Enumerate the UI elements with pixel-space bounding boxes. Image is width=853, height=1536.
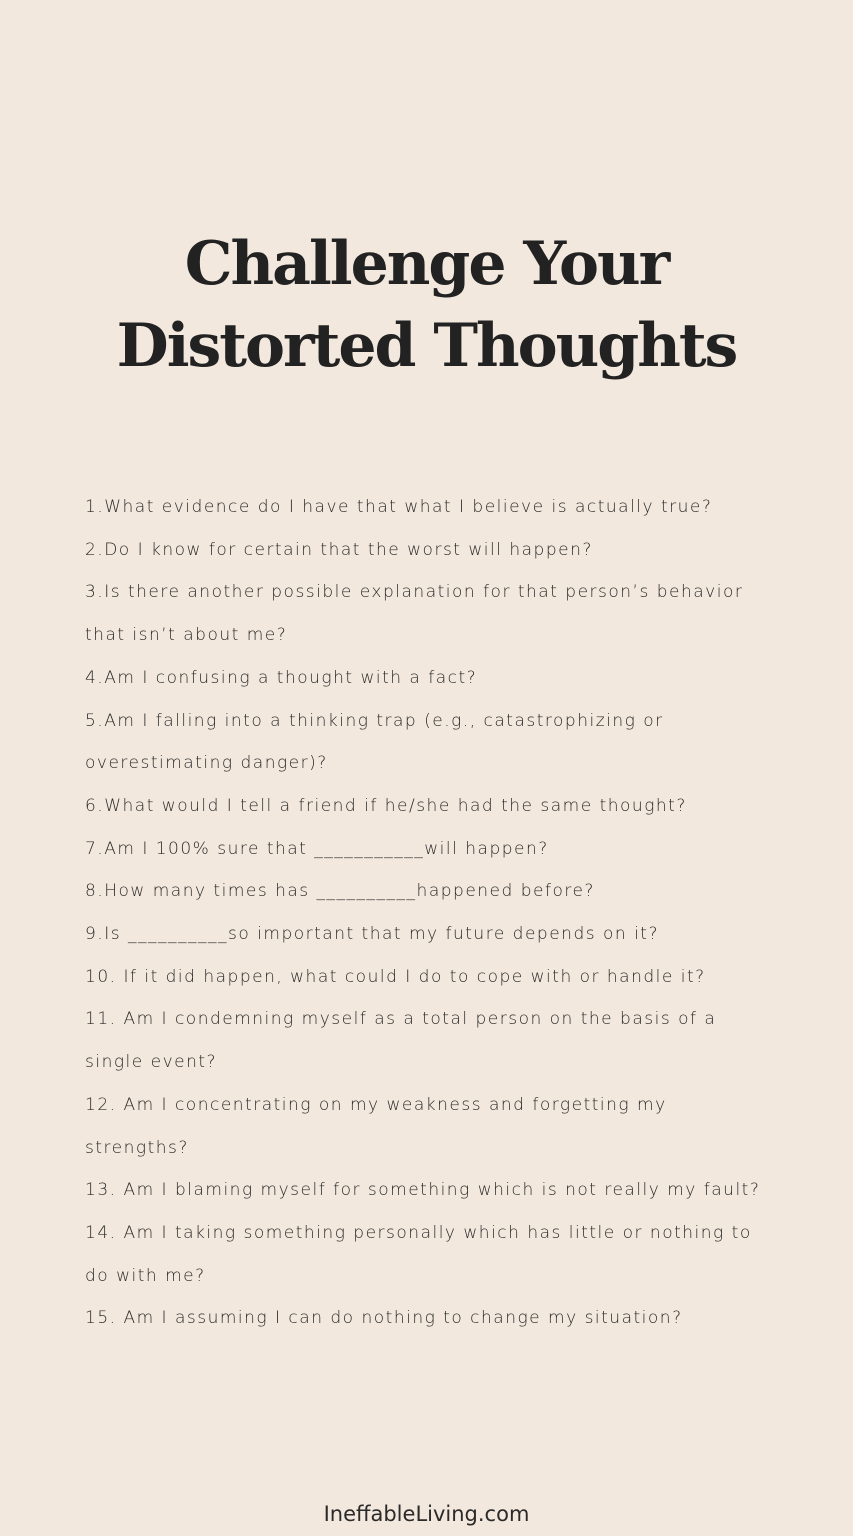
footer-site-credit: IneffableLiving.com — [323, 1502, 530, 1526]
question-item-14: 14. Am I taking something personally which has little or nothing to do with me? — [85, 1222, 752, 1286]
page-title — [0, 223, 853, 387]
question-item-3: 3.Is there another possible explanation for that person’s behavior that isn’t about me? — [85, 582, 744, 646]
question-item-8: 8.How many times has __________happened before? — [85, 881, 595, 902]
question-item-7: 7.Am I 100% sure that ___________will happen? — [85, 838, 549, 859]
question-item-9: 9.Is __________so important that my future depends on it? — [85, 924, 659, 945]
question-item-13: 13. Am I blaming myself for something which is not really my fault? — [85, 1180, 761, 1201]
question-item-12: 12. Am I concentrating on my weakness and forgetting my strengths? — [85, 1094, 667, 1158]
question-item-1: 1.What evidence do I have that what I believe is actually true? — [85, 497, 713, 517]
question-list — [85, 486, 775, 1340]
question-item-5: 5.Am I falling into a thinking trap (e.g., catastrophizing or overestimating danger)? — [85, 710, 664, 774]
question-item-10: 10. If it did happen, what could I do to cope with or handle it? — [85, 966, 706, 987]
title-line-2: Distorted Thoughts — [116, 311, 737, 382]
question-item-4: 4.Am I confusing a thought with a fact? — [85, 667, 478, 688]
question-item-11: 11. Am I condemning myself as a total person on the basis of a single event? — [85, 1009, 717, 1073]
title-line-1: Challenge Your — [184, 229, 669, 300]
question-item-15: 15. Am I assuming I can do nothing to change my situation? — [85, 1308, 683, 1329]
question-item-6: 6.What would I tell a friend if he/she had the same thought? — [85, 795, 687, 816]
question-item-2: 2.Do I know for certain that the worst will happen? — [85, 539, 593, 560]
